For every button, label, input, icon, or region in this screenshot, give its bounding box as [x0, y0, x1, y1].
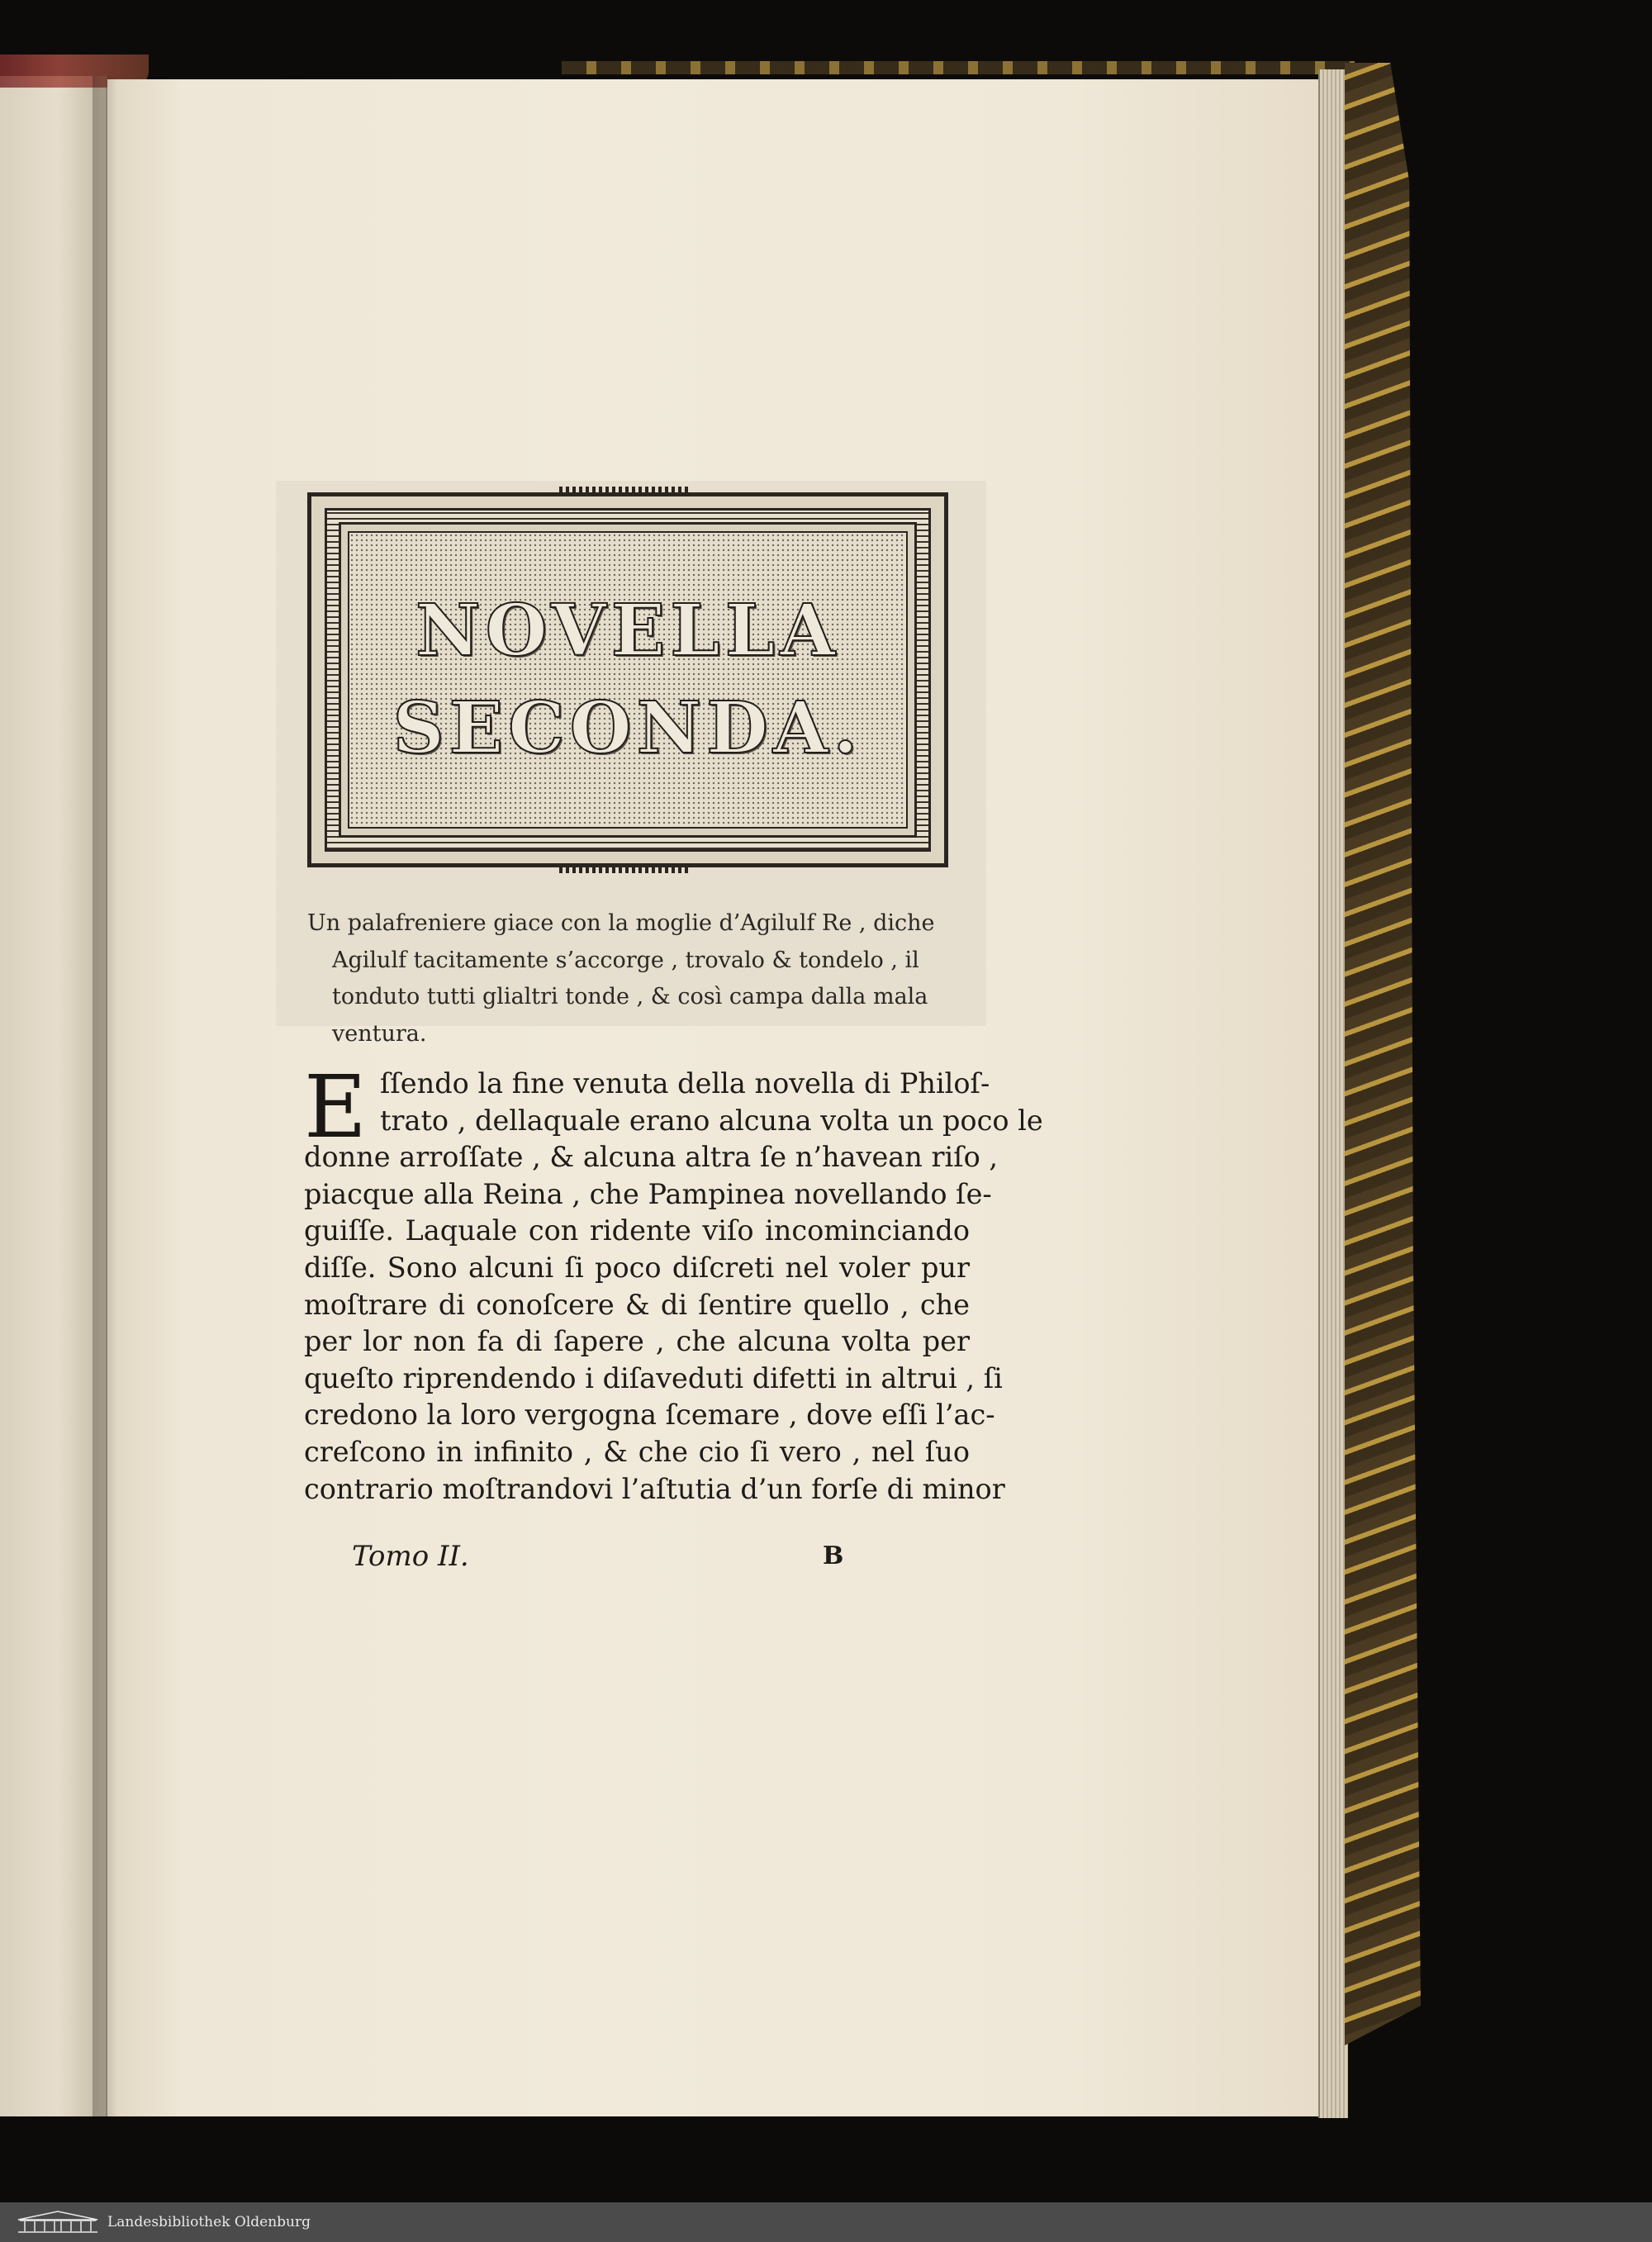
library-name: Landesbibliothek Oldenburg: [107, 2214, 311, 2230]
title-plate: [348, 531, 908, 829]
body-line: moſtrare di conoſcere & di ſentire quello , che: [304, 1288, 970, 1321]
signature-mark: B: [823, 1541, 844, 1570]
library-footer-bar: [0, 2202, 1652, 2242]
spine-shadow: [93, 76, 117, 2116]
frame-inner-border: [339, 522, 917, 838]
body-line: queſto riprendendo i diſaveduti difetti in altrui , ſi: [304, 1361, 1003, 1394]
frame-ornament-top: [559, 487, 691, 496]
title-plate-frame: [307, 492, 948, 867]
drop-cap: E: [304, 1057, 367, 1157]
body-line: contrario moſtrandovi l’aſtutia d’un forſe di minor: [304, 1472, 1005, 1505]
body-line: trato , dellaquale erano alcuna volta un poco le: [380, 1104, 1043, 1137]
cover-gilt-edge: [1345, 63, 1421, 2045]
body-line: credono la loro vergogna ſcemare , dove eſſi l’ac-: [304, 1399, 995, 1432]
volume-label: Tomo II.: [352, 1540, 469, 1573]
frame-ornament-bottom: [559, 863, 691, 873]
body-text: [304, 1057, 1043, 1508]
left-page-edge: [0, 76, 107, 2116]
plate-title-line-1: NOVELLA: [415, 589, 840, 672]
summary-line: Un palafreniere giace con la moglie d’Agilulf Re , diche: [307, 910, 935, 936]
summary-line: tonduto tutti glialtri tonde , & così campa dalla mala: [332, 984, 928, 1009]
page-block-edge: [1318, 69, 1348, 2118]
body-line: per lor non fa di ſapere , che alcuna volta per: [304, 1325, 970, 1358]
summary-line: ventura.: [332, 1020, 427, 1047]
summary-line: Agilulf tacitamente s’accorge , trovalo & tondelo , il: [332, 947, 919, 973]
plate-title-line-2: SECONDA.: [392, 686, 863, 770]
body-line: ſſendo la fine venuta della novella di Philoſ-: [380, 1067, 990, 1100]
body-line: guiſſe. Laquale con ridente viſo incominciando: [304, 1214, 970, 1247]
library-building-icon: [17, 2210, 99, 2235]
body-line: donne arroſſate , & alcuna altra ſe n’havean riſo ,: [304, 1141, 999, 1174]
frame-hatched-border: [325, 508, 931, 852]
body-line: creſcono in infinito , & che cio ſi vero , nel ſuo: [304, 1435, 970, 1468]
novella-summary: [307, 905, 968, 1052]
body-line: piacque alla Reina , che Pampinea novellando ſe-: [304, 1177, 992, 1210]
cover-top-gilt: [562, 61, 1355, 74]
body-line: diſſe. Sono alcuni ſi poco diſcreti nel voler pur: [304, 1251, 970, 1284]
